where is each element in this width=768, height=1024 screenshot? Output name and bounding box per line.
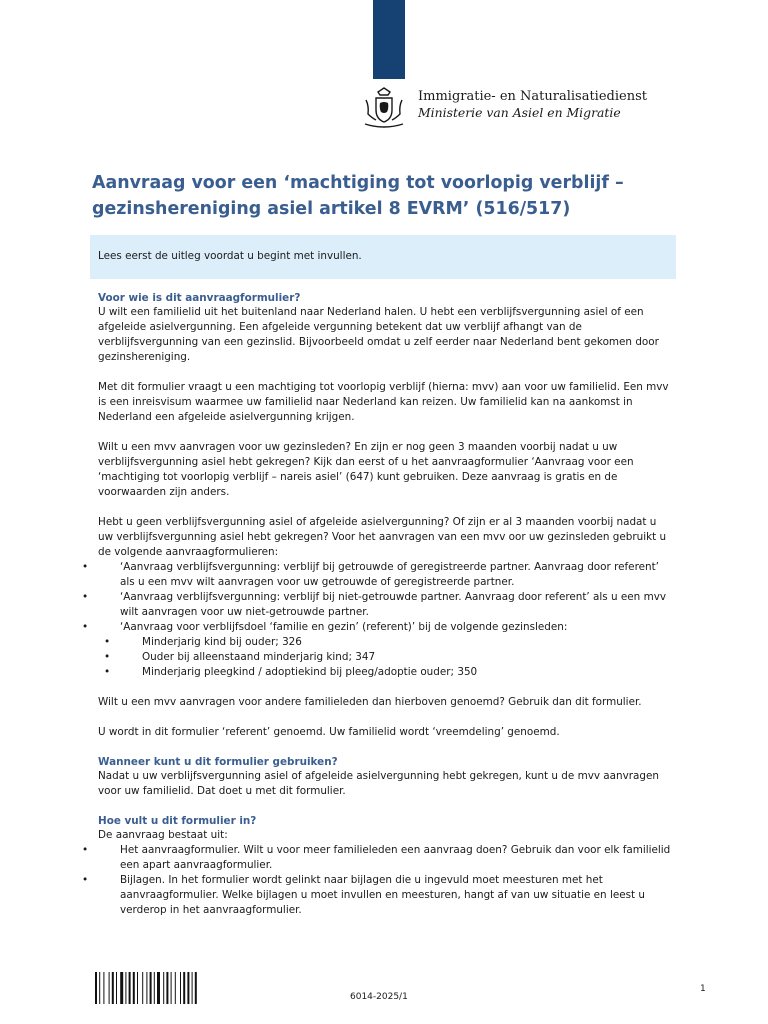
paragraph: Nadat u uw verblijfsvergunning asiel of afgeleide asielvergunning hebt gekregen, kunt u de mvv aanvragen voor uw familielid. Dat doet u met dit formulier. (98, 770, 659, 797)
paragraph: U wilt een familielid uit het buitenland naar Nederland halen. U hebt een verblijfsvergunning asiel of een afgeleide asielvergunning. Een afgeleide vergunning betekent dat uw verblijf afhangt van de verblijfsvergunning van een gezinslid. Bijvoorbeeld omdat u zelf eerder naar Nederland bent gekomen door gezinshereniging. (98, 306, 659, 363)
paragraph: Wilt u een mvv aanvragen voor andere familieleden dan hierboven genoemd? Gebruik dan dit formulier. (98, 696, 642, 708)
contents-list (98, 843, 674, 918)
page-number: 1 (700, 984, 706, 994)
intro-text: Lees eerst de uitleg voordat u begint met invullen. (98, 250, 362, 262)
sub-list-item: • Minderjarig pleegkind / adoptiekind bij pleeg/adoptie ouder; 350 (120, 665, 674, 680)
sub-list-item: • Ouder bij alleenstaand minderjarig kind; 347 (120, 650, 674, 665)
barcode-icon (95, 972, 240, 1004)
sub-list-item: • Minderjarig kind bij ouder; 326 (120, 635, 674, 650)
intro-box (90, 235, 676, 279)
list-item (98, 620, 674, 680)
section-heading-when: Wanneer kunt u dit formulier gebruiken? (98, 756, 338, 768)
list-item: • Het aanvraagformulier. Wilt u voor meer familieleden een aanvraag doen? Gebruik dan voor elk familielid een apart aanvraagformulier. (98, 843, 674, 873)
paragraph: De aanvraag bestaat uit: (98, 829, 228, 841)
paragraph: U wordt in dit formulier ‘referent’ genoemd. Uw familielid wordt ‘vreemdeling’ genoemd. (98, 726, 560, 738)
paragraph: Met dit formulier vraagt u een machtiging tot voorlopig verblijf (hierna: mvv) aan voor uw familielid. Een mvv is een inreisvisum waarmee uw familielid naar Nederland kan reizen. Uw familielid kan na aankomst in Nederland een afgeleide asielvergunning krijgen. (98, 381, 669, 423)
list-item-text: ‘Aanvraag voor verblijfsdoel ‘familie en gezin’ (referent)’ bij de volgende gezinsleden: (120, 621, 568, 633)
coat-of-arms-icon (361, 86, 407, 130)
page-title: Aanvraag voor een ‘machtiging tot voorlopig verblijf – gezinshereniging asiel artikel 8 EVRM’ (516/517) (92, 173, 624, 219)
org-line1: Immigratie- en Naturalisatiedienst (418, 89, 647, 104)
document-code: 6014-2025/1 (350, 992, 408, 1002)
organization-name (418, 89, 647, 121)
main-content (98, 291, 674, 933)
form-list (98, 560, 674, 680)
list-item: • ‘Aanvraag verblijfsvergunning: verblijf bij getrouwde of geregistreerde partner. Aanvraag door referent’ als u een mvv wilt aanvragen voor uw getrouwde of geregistreerde partner. (98, 560, 674, 590)
org-line2: Ministerie van Asiel en Migratie (418, 105, 621, 120)
logo-bar (373, 0, 405, 79)
section-heading-how: Hoe vult u dit formulier in? (98, 815, 257, 827)
paragraph: Hebt u geen verblijfsvergunning asiel of afgeleide asielvergunning? Of zijn er al 3 maanden voorbij nadat u uw verblijfsvergunning asiel hebt gekregen? Voor het aanvragen van een mvv oor uw gezinsleden gebruikt u de volgende aanvraagformulieren: (98, 516, 667, 558)
sub-list (120, 635, 674, 680)
paragraph: Wilt u een mvv aanvragen voor uw gezinsleden? En zijn er nog geen 3 maanden voorbij nadat u uw verblijfsvergunning asiel hebt gekregen? Kijk dan eerst of u het aanvraagformulier ‘Aanvraag voor een ‘machtiging tot voorlopig verblijf – nareis asiel’ (647) kunt gebruiken. Deze aanvraag is gratis en de voorwaarden zijn anders. (98, 441, 634, 498)
list-item: • ‘Aanvraag verblijfsvergunning: verblijf bij niet-getrouwde partner. Aanvraag door referent’ als u een mvv wilt aanvragen voor uw niet-getrouwde partner. (98, 590, 674, 620)
list-item: • Bijlagen. In het formulier wordt gelinkt naar bijlagen die u ingevuld moet meesturen met het aanvraagformulier. Welke bijlagen u moet invullen en meesturen, hangt af van uw situatie en leest u verderop in het aanvraagformulier. (98, 873, 674, 918)
section-heading-for-whom: Voor wie is dit aanvraagformulier? (98, 292, 301, 304)
